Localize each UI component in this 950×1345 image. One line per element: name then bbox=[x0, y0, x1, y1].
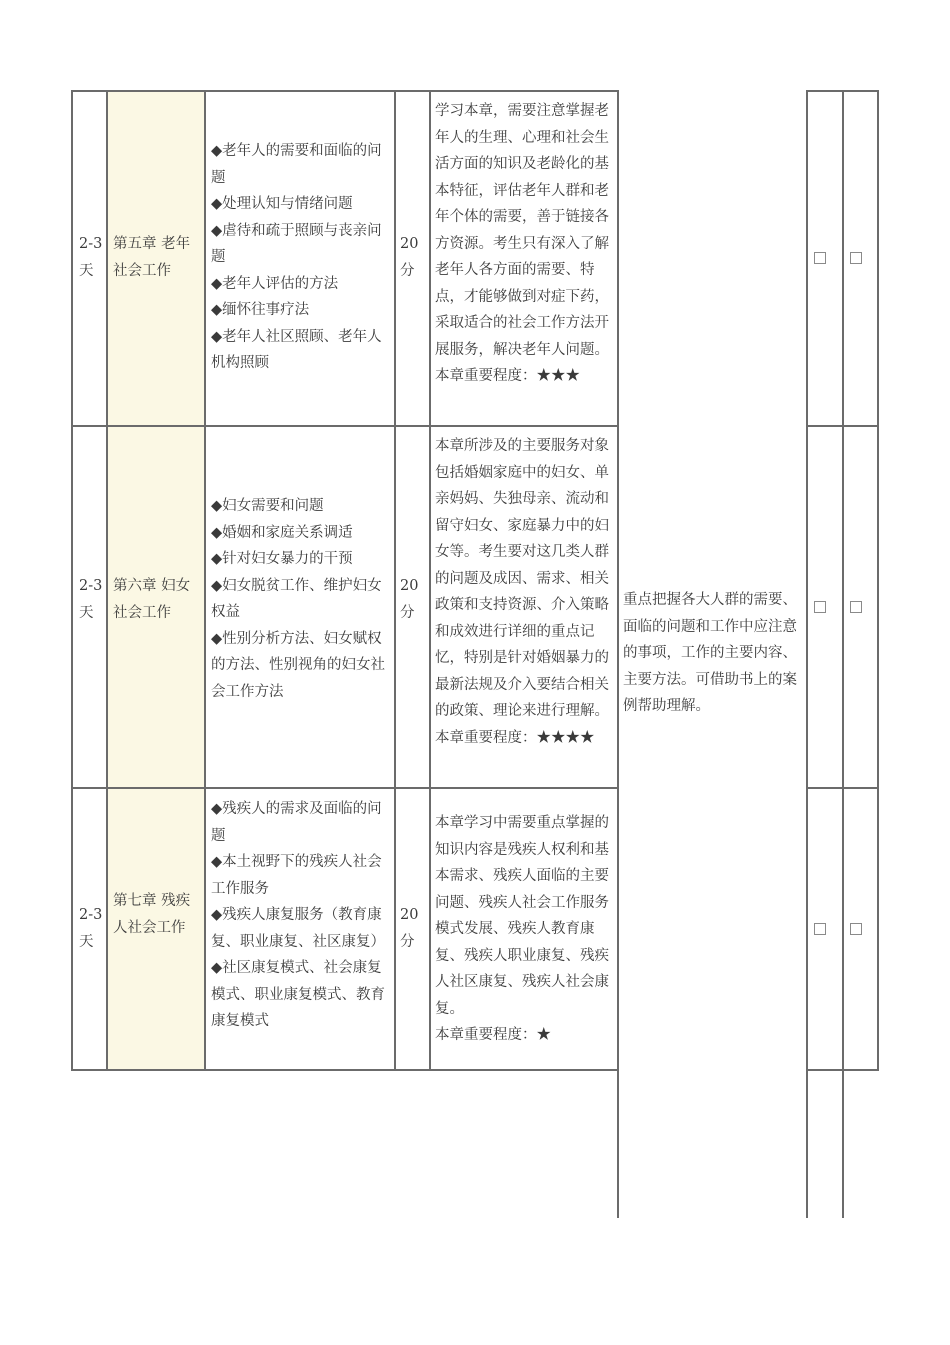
checkbox[interactable] bbox=[850, 252, 862, 264]
row-2-score bbox=[400, 573, 424, 626]
checkbox[interactable] bbox=[850, 923, 862, 935]
point-item: ◆老年人的需要和面临的问题 bbox=[211, 143, 382, 186]
checkbox[interactable] bbox=[850, 601, 862, 613]
point-item: ◆虐待和疏于照顾与丧亲问题 bbox=[211, 222, 382, 265]
table-border bbox=[71, 90, 619, 92]
col-divider bbox=[71, 90, 73, 1071]
point-item: ◆性别分析方法、妇女赋权的方法、性别视角的妇女社会工作方法 bbox=[211, 630, 385, 700]
merged-note-text: 重点把握各大人群的需要、面临的问题和工作中应注意的事项，工作的主要内容、主要方法。可借助书上的案例帮助理解。 bbox=[623, 592, 797, 714]
days-text: 2-3天 bbox=[79, 236, 103, 279]
row-2-advice bbox=[435, 433, 613, 751]
row-1-days bbox=[79, 231, 103, 284]
table-border bbox=[71, 1069, 619, 1071]
point-item: ◆婚姻和家庭关系调适 bbox=[211, 524, 353, 541]
row-2-days bbox=[79, 573, 103, 626]
row-1-points bbox=[211, 138, 391, 377]
chapter-title: 第五章 老年社会工作 bbox=[113, 236, 191, 279]
row-1-chapter bbox=[113, 231, 199, 284]
point-item: ◆社区康复模式、社会康复模式、职业康复模式、教育康复模式 bbox=[211, 960, 385, 1029]
score-text: 20分 bbox=[400, 907, 419, 950]
checkbox[interactable] bbox=[814, 923, 826, 935]
row-2-points bbox=[211, 493, 391, 705]
row-3-advice bbox=[435, 810, 613, 1049]
row-2-chapter bbox=[113, 573, 199, 626]
point-item: ◆处理认知与情绪问题 bbox=[211, 196, 353, 212]
checkbox[interactable] bbox=[814, 252, 826, 264]
row-3-score bbox=[400, 902, 424, 955]
advice-text: 本章所涉及的主要服务对象包括婚姻家庭中的妇女、单亲妈妈、失独母亲、流动和留守妇女、家庭暴力中的妇女等。考生要对这几类人群的问题及成因、需求、相关政策和支持资源、介入策略和成效进行详细的重点记忆，特别是针对婚姻暴力的最新法规及介入要结合相关的政策、理论来进行理解。 bbox=[435, 438, 609, 719]
point-item: ◆残疾人康复服务（教育康复、职业康复、社区康复） bbox=[211, 907, 385, 950]
col-divider bbox=[842, 90, 844, 1218]
col-divider bbox=[806, 90, 808, 1218]
chapter-title: 第六章 妇女社会工作 bbox=[113, 578, 191, 621]
row-3-days bbox=[79, 902, 103, 955]
point-item: ◆本土视野下的残疾人社会工作服务 bbox=[211, 854, 382, 897]
row-1-score bbox=[400, 231, 424, 284]
col-divider bbox=[429, 90, 431, 1071]
point-item: ◆妇女脱贫工作、维护妇女权益 bbox=[211, 577, 382, 620]
importance-rating: 本章重要程度：★★★★ bbox=[435, 729, 595, 746]
row-divider bbox=[71, 787, 619, 789]
col-divider bbox=[617, 90, 619, 1218]
point-item: ◆残疾人的需求及面临的问题 bbox=[211, 801, 382, 844]
merged-note bbox=[623, 587, 801, 720]
chapter-title: 第七章 残疾人社会工作 bbox=[113, 893, 191, 936]
score-text: 20分 bbox=[400, 578, 419, 621]
advice-text: 本章学习中需要重点掌握的知识内容是残疾人权利和基本需求、残疾人面临的主要问题、残疾人社会工作服务模式发展、残疾人教育康复、残疾人职业康复、残疾人社区康复、残疾人社会康复。 bbox=[435, 815, 609, 1017]
col-divider bbox=[877, 90, 879, 1071]
importance-rating: 本章重要程度：★★★ bbox=[435, 368, 580, 384]
score-text: 20分 bbox=[400, 236, 419, 279]
row-3-chapter bbox=[113, 888, 199, 941]
point-item: ◆针对妇女暴力的干预 bbox=[211, 551, 353, 567]
col-divider bbox=[106, 90, 108, 1071]
point-item: ◆老年人社区照顾、老年人机构照顾 bbox=[211, 328, 382, 371]
advice-text: 学习本章，需要注意掌握老年人的生理、心理和社会生活方面的知识及老龄化的基本特征，评估老年人群和老年个体的需要，善于链接各方资源。考生只有深入了解老年人各方面的需要、特点，才能够做到对症下药，采取适合的社会工作方法开展服务，解决老年人问题。 bbox=[435, 103, 609, 358]
point-item: ◆老年人评估的方法 bbox=[211, 275, 339, 292]
row-1-advice bbox=[435, 98, 613, 390]
row-divider bbox=[71, 425, 619, 427]
days-text: 2-3天 bbox=[79, 907, 103, 950]
days-text: 2-3天 bbox=[79, 578, 103, 621]
row-3-points bbox=[211, 796, 391, 1035]
importance-rating: 本章重要程度：★ bbox=[435, 1027, 551, 1043]
point-item: ◆缅怀往事疗法 bbox=[211, 302, 310, 318]
checkbox[interactable] bbox=[814, 601, 826, 613]
point-item: ◆妇女需要和问题 bbox=[211, 498, 324, 514]
col-divider bbox=[204, 90, 206, 1071]
col-divider bbox=[394, 90, 396, 1071]
